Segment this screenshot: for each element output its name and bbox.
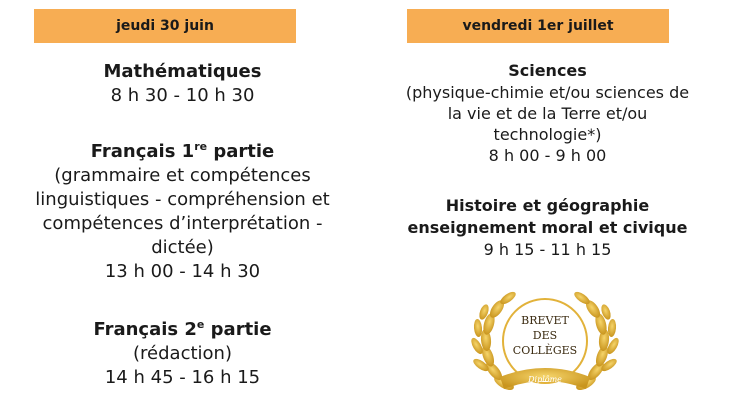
exam-description-line: dictée) (151, 237, 214, 258)
exam-title-rest: partie (207, 141, 275, 162)
exam-title-superscript: re (194, 140, 208, 153)
brevet-laurel-emblem (470, 283, 620, 405)
exam-francais-1 (0, 140, 365, 284)
day-header-label: vendredi 1er juillet (462, 18, 614, 34)
medal-text-colleges: COLLÈGES (512, 344, 578, 357)
exam-description-line: (physique-chimie et/ou sciences de (405, 83, 690, 102)
exam-title-rest: partie (204, 319, 272, 340)
exam-title-superscript: e (196, 318, 205, 331)
exam-time: 9 h 15 - 11 h 15 (483, 240, 612, 259)
exam-time: 8 h 30 - 10 h 30 (110, 85, 255, 106)
medal-text-brevet: BREVET (521, 314, 569, 327)
exam-title: Mathématiques (103, 61, 262, 82)
exam-description-line: compétences d’interprétation - (42, 213, 323, 234)
day-header-thursday (34, 9, 296, 43)
exam-title (0, 140, 365, 164)
exam-title (0, 318, 365, 342)
exam-sciences (365, 60, 730, 166)
exam-description-line: technologie*) (493, 125, 602, 144)
exam-title: Sciences (508, 61, 587, 80)
exam-description-line: (rédaction) (133, 343, 232, 364)
exam-mathematiques (0, 60, 365, 108)
ribbon-text-diplome: Diplôme (528, 375, 562, 384)
medal-text-des: DES (532, 329, 558, 342)
exam-description-line: (grammaire et compétences (54, 165, 311, 186)
exam-time: 13 h 00 - 14 h 30 (104, 261, 261, 282)
exam-francais-2 (0, 318, 365, 390)
exam-description-line: linguistiques - compréhension et (35, 189, 330, 210)
day-header-friday (407, 9, 669, 43)
exam-time: 8 h 00 - 9 h 00 (488, 146, 607, 165)
exam-title: enseignement moral et civique (407, 218, 688, 237)
exam-description-line: la vie et de la Terre et/ou (447, 104, 648, 123)
exam-title-main: Français 2 (93, 319, 197, 340)
day-header-label: jeudi 30 juin (116, 18, 214, 34)
exam-title-main: Français 1 (90, 141, 195, 162)
exam-histoire-geographie (365, 195, 730, 260)
exam-title: Histoire et géographie (445, 196, 650, 215)
exam-time: 14 h 45 - 16 h 15 (104, 367, 261, 388)
